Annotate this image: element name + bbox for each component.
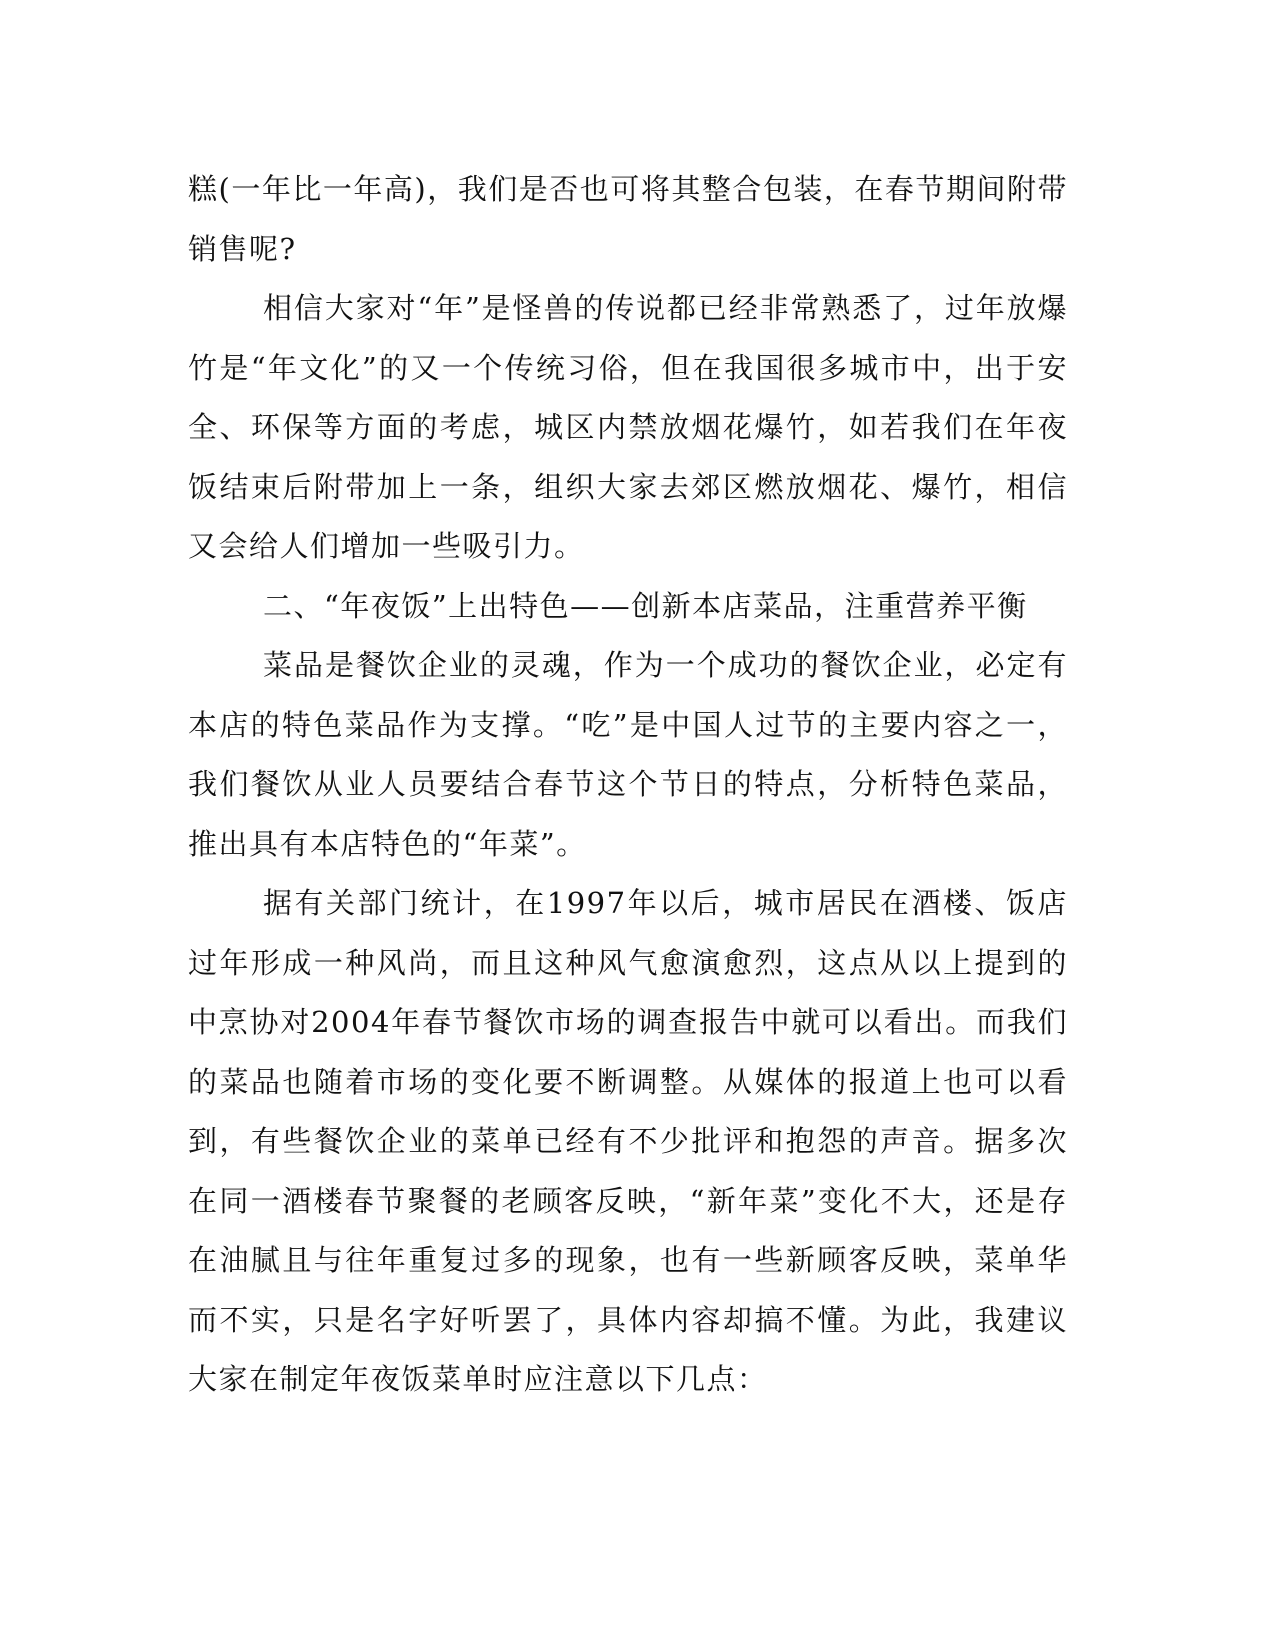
paragraph-firecrackers: 相信大家对“年”是怪兽的传说都已经非常熟悉了，过年放爆竹是“年文化”的又一个传统习俗，但在我国很多城市中，出于安全、环保等方面的考虑，城区内禁放烟花爆竹，如若我们在年夜饭结束后附带加上一条，组织大家去郊区燃放烟花、爆竹，相信又会给人们增加一些吸引力。	[188, 291, 1068, 563]
section-heading: 二、“年夜饭”上出特色——创新本店菜品，注重营养平衡	[263, 588, 1028, 623]
paragraph-dishes: 菜品是餐饮企业的灵魂，作为一个成功的餐饮企业，必定有本店的特色菜品作为支撑。“吃”是中国人过节的主要内容之一，我们餐饮从业人员要结合春节这个节日的特点，分析特色菜品，推出具有本店特色的“年菜”。	[188, 648, 1068, 861]
document-body	[188, 160, 1068, 1410]
paragraph-statistics: 据有关部门统计，在1997年以后，城市居民在酒楼、饭店过年形成一种风尚，而且这种风气愈演愈烈，这点从以上提到的中烹协对2004年春节餐饮市场的调查报告中就可以看出。而我们的菜品也随着市场的变化要不断调整。从媒体的报道上也可以看到，有些餐饮企业的菜单已经有不少批评和抱怨的声音。据多次在同一酒楼春节聚餐的老顾客反映，“新年菜”变化不大，还是存在油腻且与往年重复过多的现象，也有一些新顾客反映，菜单华而不实，只是名字好听罢了，具体内容却搞不懂。为此，我建议大家在制定年夜饭菜单时应注意以下几点：	[188, 886, 1068, 1396]
paragraph-continuation: 糕(一年比一年高)，我们是否也可将其整合包装，在春节期间附带销售呢?	[188, 172, 1068, 266]
